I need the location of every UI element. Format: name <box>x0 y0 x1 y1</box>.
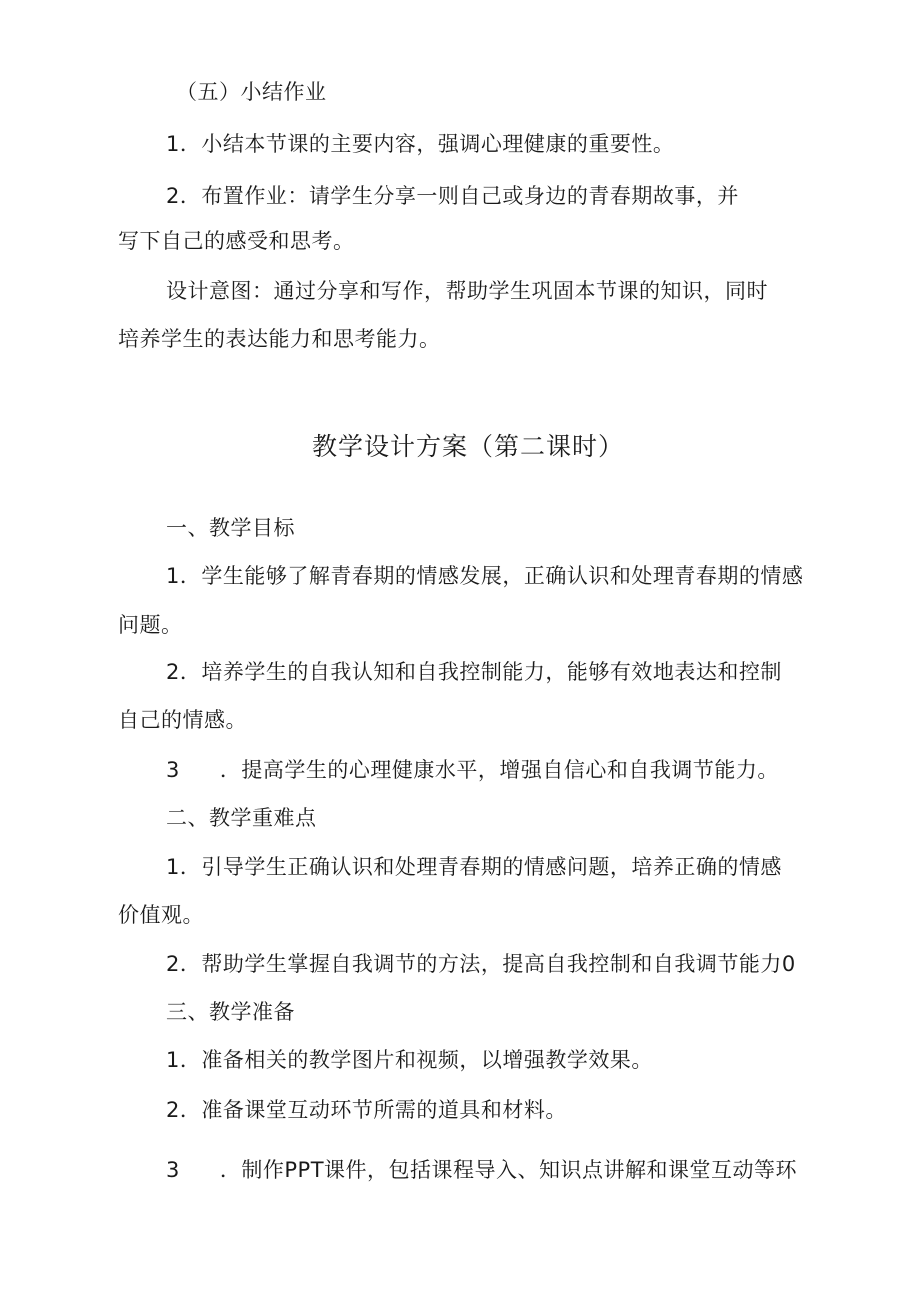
key-point-2: 2．帮助学生掌握自我调节的方法，提高自我控制和自我调节能力0 <box>166 952 796 976</box>
design-intent-line-1: 设计意图：通过分享和写作，帮助学生巩固本节课的知识，同时 <box>166 279 768 303</box>
objective-1-line-2: 问题。 <box>118 613 183 637</box>
preparation-item-3 <box>166 1156 797 1184</box>
summary-item-2-line-2: 写下自己的感受和思考。 <box>118 229 355 253</box>
objective-2-line-2: 自己的情感。 <box>118 708 247 732</box>
preparation-heading: 三、教学准备 <box>166 1000 295 1024</box>
key-point-1-line-1: 1．引导学生正确认识和处理青春期的情感问题，培养正确的情感 <box>166 855 782 879</box>
objective-3-number: 3 <box>166 758 180 782</box>
summary-item-1: 1．小结本节课的主要内容，强调心理健康的重要性。 <box>166 132 675 156</box>
preparation-item-2: 2．准备课堂互动环节所需的道具和材料。 <box>166 1098 567 1122</box>
objectives-heading: 一、教学目标 <box>166 516 295 540</box>
section-heading-summary: （五）小结作业 <box>176 80 327 104</box>
objective-3 <box>166 756 779 784</box>
objective-3-text: ．提高学生的心理健康水平，增强自信心和自我调节能力。 <box>219 758 779 782</box>
preparation-item-3-text: ．制作PPT课件，包括课程导入、知识点讲解和课堂互动等环 <box>219 1158 798 1182</box>
design-intent-line-2: 培养学生的表达能力和思考能力。 <box>118 327 441 351</box>
objective-1-line-1: 1．学生能够了解青春期的情感发展，正确认识和处理青春期的情感 <box>166 564 804 588</box>
key-point-1-line-2: 价值观。 <box>118 903 204 927</box>
objective-2-line-1: 2．培养学生的自我认知和自我控制能力，能够有效地表达和控制 <box>166 660 782 684</box>
preparation-item-1: 1．准备相关的教学图片和视频，以增强教学效果。 <box>166 1048 653 1072</box>
summary-item-2-line-1: 2．布置作业：请学生分享一则自己或身边的青春期故事，并 <box>166 184 739 208</box>
key-points-heading: 二、教学重难点 <box>166 806 317 830</box>
preparation-item-3-number: 3 <box>166 1158 180 1182</box>
document-title: 教学设计方案（第二课时） <box>312 432 625 461</box>
